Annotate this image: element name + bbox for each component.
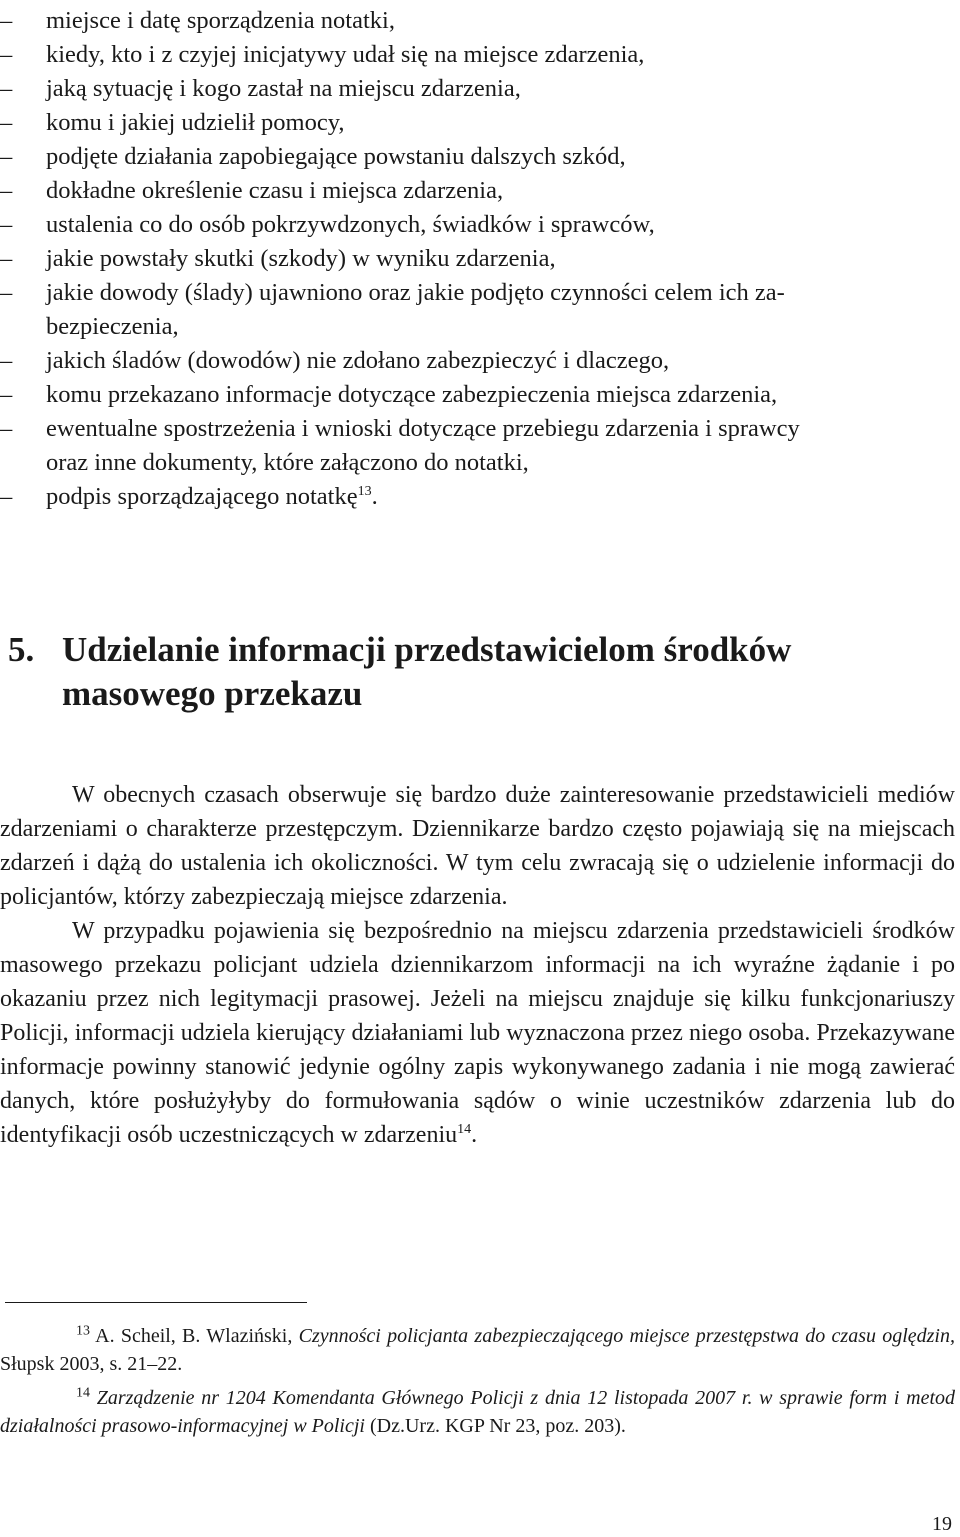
footnote-13: $^{13}$ A. Scheil, B. Wlaziński, Czynności policjanta zabezpieczającego miejsce przestępstwa do czasu oględzin, Słupsk 2003, s. 21–22. <box>0 1323 955 1375</box>
footnote-ref[interactable]: 14 <box>457 1122 472 1137</box>
page-number: 19 <box>932 1513 952 1535</box>
body-text <box>0 778 955 1152</box>
dash: – <box>0 279 13 306</box>
section-title: Udzielanie informacji przedstawicielom środków masowego przekazu <box>62 630 792 713</box>
list-item: – komu i jakiej udzielił pomocy, <box>0 106 960 140</box>
dash: – <box>0 7 13 34</box>
dash: – <box>0 143 13 170</box>
dash: – <box>0 415 13 442</box>
list-item: – podjęte działania zapobiegające powstaniu dalszych szkód, <box>0 140 960 174</box>
dash: – <box>0 109 13 136</box>
footnote-14: $^{14}$ Zarządzenie nr 1204 Komendanta Głównego Policji z dnia 12 listopada 2007 r. w sprawie form i metod działalności prasowo-informacyjnej w Policji (Dz.Urz. KGP Nr 23, poz. 203). <box>0 1385 955 1437</box>
paragraph: W przypadku pojawienia się bezpośrednio na miejscu zdarzenia przedstawicieli środków masowego przekazu policjant udziela dziennikarzom informacji na ich wyraźne żądanie i po okazaniu przez nich legitymacji prasowej. Jeżeli na miejscu znajduje się kilku funkcjonariuszy Policji, informacji udziela kierujący działaniami lub wyznaczona przez niego osoba. Przekazywane informacje powinny stanowić jedynie ogólny zapis wykonywanego zadania i nie mogą zawierać danych, które posłużyłyby do formułowania sądów o winie uczestników zdarzenia lub do identyfikacji osób uczestniczących w zdarzeniu$^{14}$. <box>0 918 955 1148</box>
list-item: – ustalenia co do osób pokrzywdzonych, świadków i sprawców, <box>0 208 960 242</box>
list-item: – podpis sporządzającego notatkę$^{13}$. <box>0 480 960 514</box>
dash: – <box>0 245 13 272</box>
list-item: – jaką sytuację i kogo zastał na miejscu zdarzenia, <box>0 72 960 106</box>
dash: – <box>0 75 13 102</box>
dash: – <box>0 381 13 408</box>
dash: – <box>0 177 13 204</box>
list-item: – ewentualne spostrzeżenia i wnioski dotyczące przebiegu zdarzenia i sprawcy oraz inne dokumenty, które załączono do notatki, <box>0 412 960 480</box>
footnote-mark: 14 <box>76 1385 90 1401</box>
dash: – <box>0 483 13 510</box>
dash: – <box>0 347 13 374</box>
footnote-mark: 13 <box>76 1323 90 1339</box>
list-item: – miejsce i datę sporządzenia notatki, <box>0 4 960 38</box>
footnote-separator <box>5 1302 307 1303</box>
dash: – <box>0 211 13 238</box>
list-item: – komu przekazano informacje dotyczące zabezpieczenia miejsca zdarzenia, <box>0 378 960 412</box>
footnote-ref[interactable]: 13 <box>357 483 372 499</box>
list-item: – dokładne określenie czasu i miejsca zdarzenia, <box>0 174 960 208</box>
list-item: – jakie powstały skutki (szkody) w wyniku zdarzenia, <box>0 242 960 276</box>
list-item: – jakich śladów (dowodów) nie zdołano zabezpieczyć i dlaczego, <box>0 344 960 378</box>
list-item: – kiedy, kto i z czyjej inicjatywy udał się na miejsce zdarzenia, <box>0 38 960 72</box>
paragraph: W obecnych czasach obserwuje się bardzo duże zainteresowanie przedstawicieli mediów zdarzeniami o charakterze przestępczym. Dziennikarze bardzo często pojawiają się na miejscach zdarzeń i dążą do ustalenia ich okoliczności. W tym celu zwracają się o udzielenie informacji do policjantów, którzy zabezpieczają miejsce zdarzenia. <box>0 782 955 910</box>
list-item: – jakie dowody (ślady) ujawniono oraz jakie podjęto czynności celem ich za- bezpieczenia, <box>0 276 960 344</box>
section-number: 5. <box>8 630 35 669</box>
dash: – <box>0 41 13 68</box>
